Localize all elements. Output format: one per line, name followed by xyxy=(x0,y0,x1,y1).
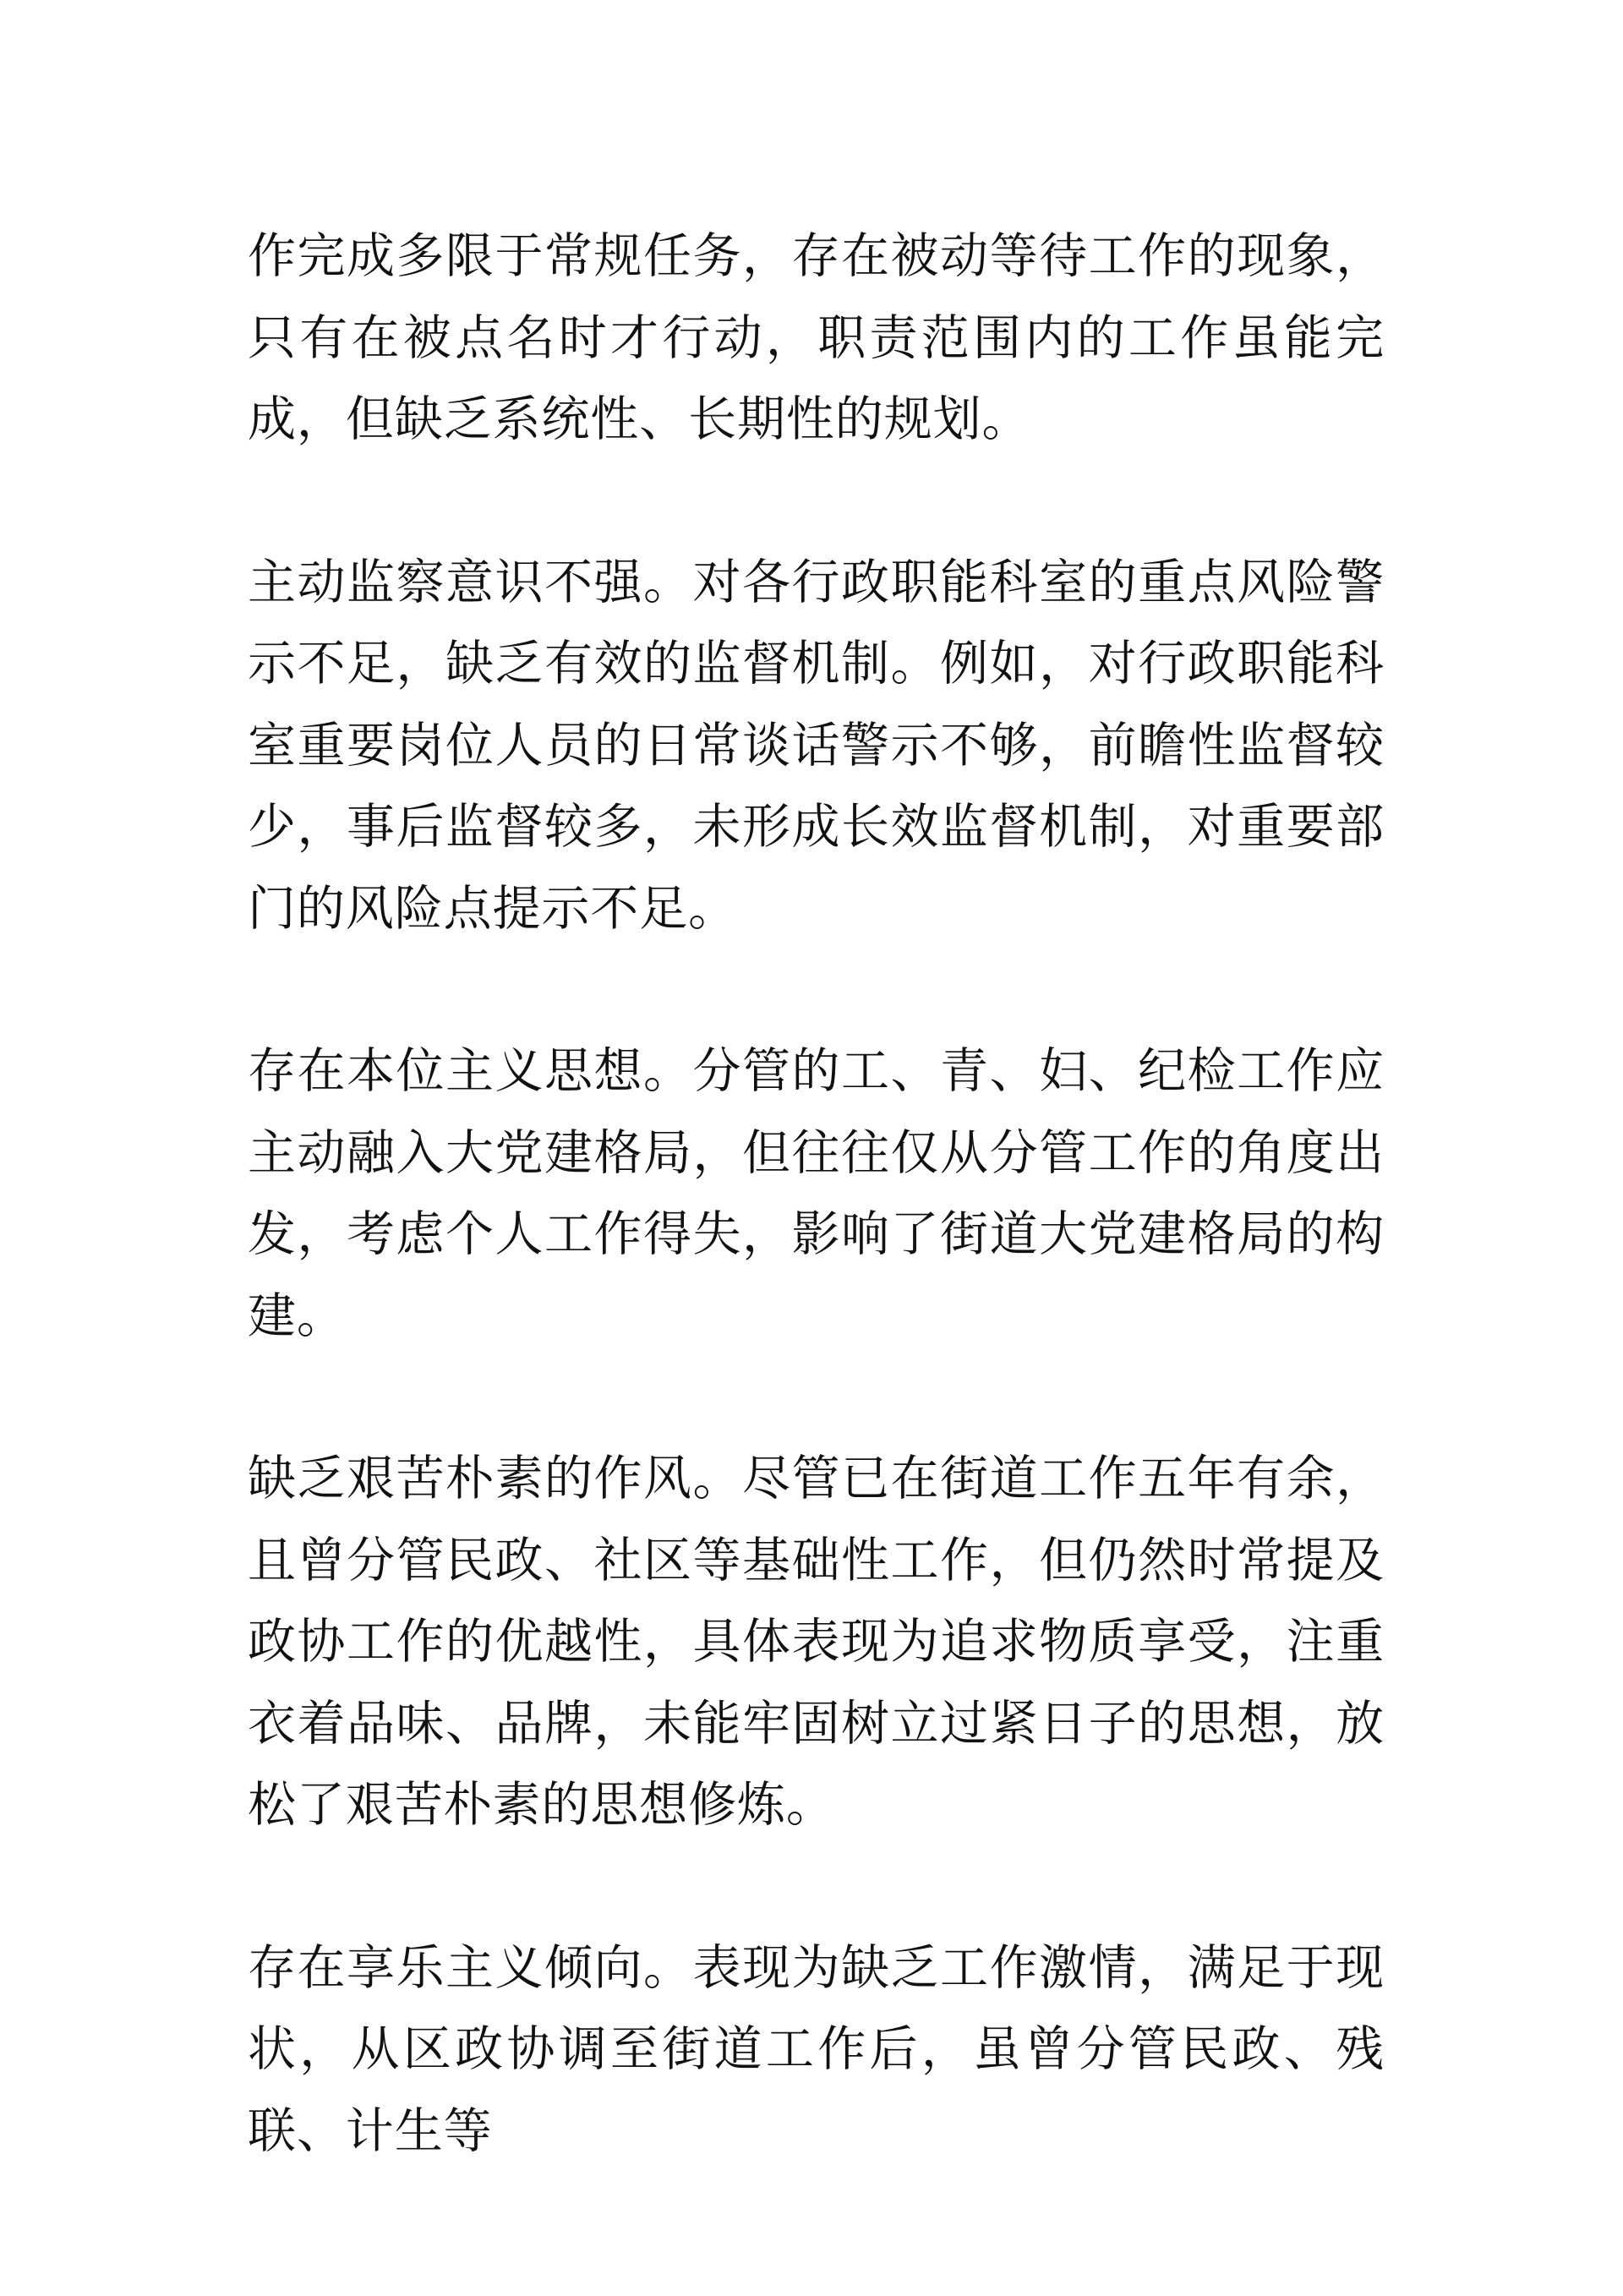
paragraph-3: 存在本位主义思想。分管的工、青、妇、纪检工作应主动融入大党建格局，但往往仅从分管工作的角度出发，考虑个人工作得失，影响了街道大党建格局的构建。 xyxy=(248,1043,1385,1344)
paragraph-5: 存在享乐主义倾向。表现为缺乏工作激情，满足于现状，从区政协调至街道工作后，虽曾分管民政、残联、计生等 xyxy=(248,1939,1385,2159)
paragraph-2: 主动监察意识不强。对各行政职能科室的重点风险警示不足，缺乏有效的监督机制。例如，对行政职能科室重要岗位人员的日常谈话警示不够，前瞻性监督较少，事后监督较多，未形成长效监督机制，对重要部门的风险点提示不足。 xyxy=(248,554,1385,937)
paragraph-4: 缺乏艰苦朴素的作风。尽管已在街道工作五年有余，且曾分管民政、社区等基础性工作，但仍然时常提及政协工作的优越性，具体表现为追求物质享受，注重衣着品味、品牌，未能牢固树立过紧日子的思想，放松了艰苦朴素的思想修炼。 xyxy=(248,1451,1385,1833)
paragraph-1: 作完成多限于常规任务，存在被动等待工作的现象，只有在被点名时才行动，职责范围内的工作虽能完成，但缺乏系统性、长期性的规划。 xyxy=(248,228,1385,447)
document-body xyxy=(248,216,1385,2253)
